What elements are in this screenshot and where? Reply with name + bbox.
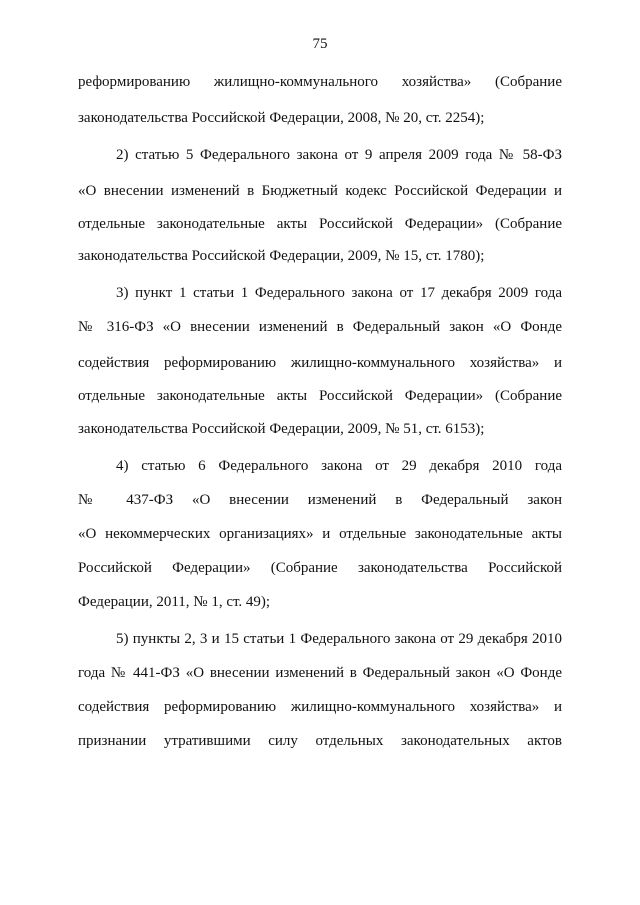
text-line-19: содействия реформированию жилищно-коммунального хозяйства» и bbox=[78, 699, 562, 715]
text-line-12: 4) статью 6 Федерального закона от 29 декабря 2010 года bbox=[116, 458, 562, 474]
text-line-13: № 437-ФЗ «О внесении изменений в Федеральный закон bbox=[78, 492, 562, 508]
text-line-11: законодательства Российской Федерации, 2009, № 51, ст. 6153); bbox=[78, 421, 485, 437]
text-line-10: отдельные законодательные акты Российской Федерации» (Собрание bbox=[78, 388, 562, 404]
text-line-17: 5) пункты 2, 3 и 15 статьи 1 Федерального закона от 29 декабря 2010 bbox=[116, 631, 562, 647]
text-line-15: Российской Федерации» (Собрание законодательства Российской bbox=[78, 560, 562, 576]
text-line-16: Федерации, 2011, № 1, ст. 49); bbox=[78, 594, 271, 610]
text-line-2: законодательства Российской Федерации, 2008, № 20, ст. 2254); bbox=[78, 110, 485, 126]
text-line-1: реформированию жилищно-коммунального хозяйства» (Собрание bbox=[78, 74, 562, 90]
text-line-14: «О некоммерческих организациях» и отдельные законодательные акты bbox=[78, 526, 562, 542]
page-number: 75 bbox=[312, 36, 328, 52]
text-line-6: законодательства Российской Федерации, 2009, № 15, ст. 1780); bbox=[78, 248, 485, 264]
text-line-9: содействия реформированию жилищно-коммунального хозяйства» и bbox=[78, 355, 562, 371]
text-line-18: года № 441-ФЗ «О внесении изменений в Федеральный закон «О Фонде bbox=[78, 665, 562, 681]
text-line-4: «О внесении изменений в Бюджетный кодекс Российской Федерации и bbox=[78, 183, 562, 199]
text-line-3: 2) статью 5 Федерального закона от 9 апреля 2009 года № 58-ФЗ bbox=[116, 147, 562, 163]
text-line-8: № 316-ФЗ «О внесении изменений в Федеральный закон «О Фонде bbox=[78, 319, 562, 335]
text-line-7: 3) пункт 1 статьи 1 Федерального закона от 17 декабря 2009 года bbox=[116, 285, 562, 301]
text-line-5: отдельные законодательные акты Российской Федерации» (Собрание bbox=[78, 216, 562, 232]
text-line-20: признании утратившими силу отдельных законодательных актов bbox=[78, 733, 562, 749]
